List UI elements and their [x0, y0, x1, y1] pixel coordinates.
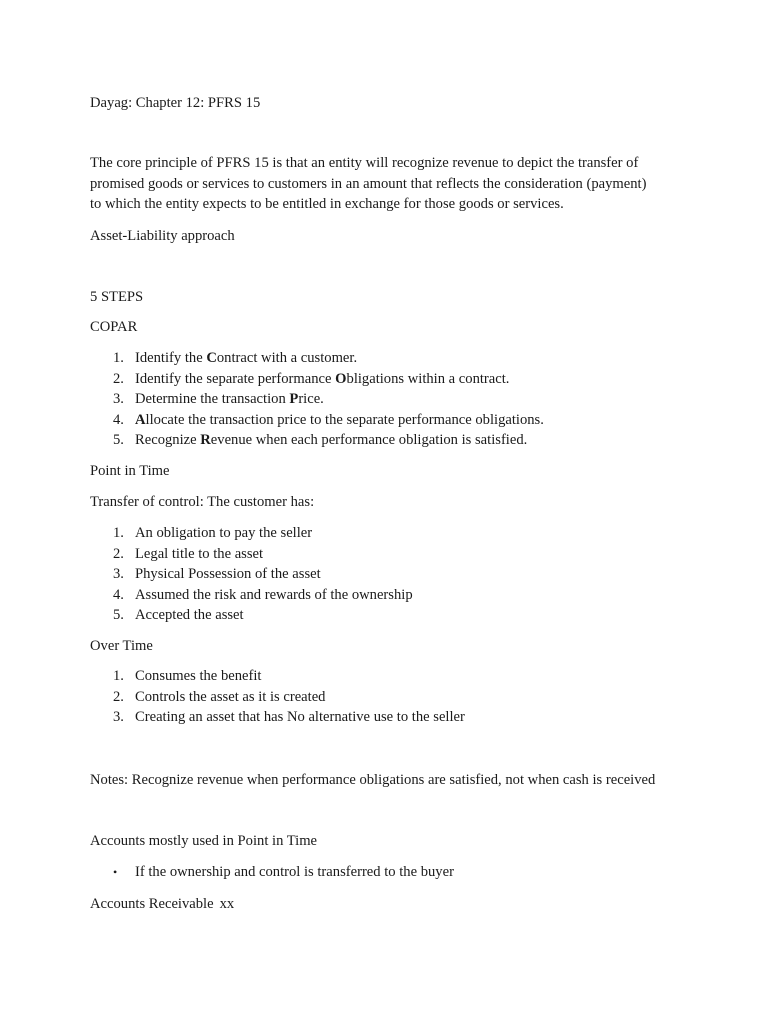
core-principle-line-2: promised goods or services to customers in an amount that reflects the consideration (payment) — [90, 175, 647, 192]
document-title: Dayag: Chapter 12: PFRS 15 — [90, 95, 261, 111]
accounts-heading: Accounts mostly used in Point in Time — [90, 833, 318, 849]
mnemonic-text: COPAR — [90, 319, 138, 335]
core-principle-paragraph — [90, 153, 710, 215]
list-number: 1. — [113, 668, 124, 684]
step-text-after: evenue when each performance obligation is satisfied. — [210, 432, 528, 448]
list-number: 2. — [113, 370, 124, 387]
list-number: 4. — [113, 411, 124, 428]
list-item — [90, 430, 544, 451]
list-item — [90, 544, 413, 565]
list-number: 5. — [113, 432, 124, 448]
list-number: 1. — [113, 525, 124, 541]
list-item — [90, 523, 413, 544]
list-item-text: Creating an asset that has No alternative use to the seller — [135, 709, 465, 725]
point-in-time-heading: Point in Time — [90, 463, 170, 479]
list-item-text: Assumed the risk and rewards of the ownership — [135, 586, 413, 603]
list-item — [90, 348, 544, 369]
list-number: 3. — [113, 566, 124, 582]
point-in-time-list — [90, 523, 413, 626]
list-item-text: Legal title to the asset — [135, 545, 264, 562]
journal-entry-line — [90, 894, 690, 915]
step-key-letter: A — [135, 411, 146, 428]
list-item — [90, 666, 465, 687]
list-item — [90, 564, 413, 585]
list-item — [90, 369, 544, 390]
list-item — [90, 410, 544, 431]
list-item — [90, 585, 413, 606]
list-item — [90, 605, 413, 626]
list-number: 3. — [113, 391, 124, 407]
step-key-letter: R — [200, 432, 211, 448]
steps-list — [90, 348, 544, 451]
core-principle-line-3: to which the entity expects to be entitled in exchange for those goods or services. — [90, 196, 564, 212]
step-text-after: rice. — [298, 391, 324, 407]
list-item-text: Consumes the benefit — [135, 668, 262, 684]
list-item — [90, 707, 465, 728]
step-key-letter: C — [206, 350, 217, 366]
transfer-of-control-intro: Transfer of control: The customer has: — [90, 494, 315, 510]
list-item — [90, 862, 454, 883]
step-text-after: llocate the transaction price to the separate performance obligations. — [145, 411, 544, 428]
list-number: 2. — [113, 688, 124, 705]
over-time-heading: Over Time — [90, 638, 153, 654]
core-principle-line-1: The core principle of PFRS 15 is that an entity will recognize revenue to depict the transfer of — [90, 155, 639, 171]
list-number: 4. — [113, 586, 124, 603]
accounts-bullet-list — [90, 862, 454, 883]
list-number: 2. — [113, 545, 124, 562]
list-item-text: Physical Possession of the asset — [135, 566, 321, 582]
journal-amount: xx — [219, 896, 235, 912]
list-item-text: Controls the asset as it is created — [135, 688, 326, 705]
list-number: 1. — [113, 350, 124, 366]
list-number: 5. — [113, 607, 124, 623]
step-text-after: bligations within a contract. — [346, 370, 510, 387]
notes-text: Notes: Recognize revenue when performance obligations are satisfied, not when cash is received — [90, 772, 656, 788]
step-text-before: Identify the — [135, 350, 207, 366]
step-text-before: Determine the transaction — [135, 391, 290, 407]
journal-account: Accounts Receivable — [90, 896, 214, 912]
step-text-before: Identify the separate performance — [135, 370, 336, 387]
step-text-before: Recognize — [135, 432, 201, 448]
over-time-list — [90, 666, 465, 728]
steps-heading: 5 STEPS — [90, 289, 144, 305]
list-item — [90, 687, 465, 708]
step-key-letter: P — [289, 391, 299, 407]
list-number: 3. — [113, 709, 124, 725]
list-item-text: If the ownership and control is transferred to the buyer — [135, 864, 454, 880]
approach-text: Asset-Liability approach — [90, 228, 235, 244]
bullet-icon: • — [113, 865, 118, 879]
list-item-text: Accepted the asset — [135, 607, 244, 623]
list-item-text: An obligation to pay the seller — [135, 525, 313, 541]
step-key-letter: O — [335, 370, 347, 387]
step-text-after: ontract with a customer. — [216, 350, 358, 366]
list-item — [90, 389, 544, 410]
